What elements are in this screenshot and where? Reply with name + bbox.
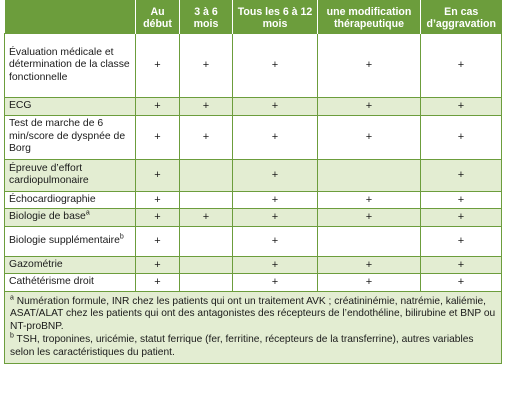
table-row	[5, 209, 502, 227]
mark-cell: +	[233, 159, 318, 191]
mark-cell: +	[180, 98, 233, 116]
row-label: Épreuve d’effort cardiopulmonaire	[5, 159, 136, 191]
row-label: Échocardiographie	[5, 191, 136, 209]
header-cell-6-12-mois: Tous les 6 à 12 mois	[233, 0, 318, 34]
mark-cell	[180, 226, 233, 256]
row-label: Cathétérisme droit	[5, 274, 136, 292]
table-row	[5, 98, 502, 116]
header-cell-au-debut: Au début	[136, 0, 180, 34]
mark-cell: +	[136, 191, 180, 209]
mark-cell: +	[318, 209, 421, 227]
mark-cell: +	[136, 115, 180, 159]
table-header	[5, 0, 502, 34]
mark-cell: +	[180, 115, 233, 159]
table-body	[5, 34, 502, 292]
mark-cell	[180, 159, 233, 191]
row-label: Évaluation médicale et détermination de la classe fonctionnelle	[5, 34, 136, 98]
mark-cell: +	[318, 191, 421, 209]
mark-cell: +	[233, 274, 318, 292]
header-cell-modification: une modification thérapeutique	[318, 0, 421, 34]
footnote-ref: a	[85, 209, 90, 217]
mark-cell: +	[233, 191, 318, 209]
row-label: Biologie supplémentaire$^b$	[5, 226, 136, 256]
footnote-b: $^b$ TSH, troponines, uricémie, statut ferrique (fer, ferritine, récepteurs de la transferrine), autres variables selon les caractéristiques du patient.	[10, 332, 474, 358]
footnotes-cell	[5, 291, 502, 364]
mark-cell	[180, 191, 233, 209]
mark-cell: +	[318, 256, 421, 274]
table-row	[5, 115, 502, 159]
header-cell-aggravation: En cas d’aggravation	[421, 0, 502, 34]
row-label: Test de marche de 6 min/score de dyspnée de Borg	[5, 115, 136, 159]
header-cell-3-6-mois: 3 à 6 mois	[180, 0, 233, 34]
mark-cell: +	[233, 256, 318, 274]
mark-cell	[318, 226, 421, 256]
mark-cell: +	[180, 209, 233, 227]
mark-cell: +	[421, 191, 502, 209]
header-cell-empty	[5, 0, 136, 34]
mark-cell: +	[318, 274, 421, 292]
mark-cell	[318, 159, 421, 191]
mark-cell: +	[421, 226, 502, 256]
follow-up-table	[4, 0, 502, 364]
mark-cell: +	[136, 159, 180, 191]
mark-cell: +	[318, 34, 421, 98]
mark-cell: +	[233, 209, 318, 227]
mark-cell: +	[421, 115, 502, 159]
footnote-a: $^a$ Numération formule, INR chez les patients qui ont un traitement AVK ; créatininémie, natrémie, kaliémie, ASAT/ALAT chez les patients qui ont des antagonistes des récepteurs de l’endothéline, bilirubine et BNP ou NT-proBNP.	[10, 294, 496, 333]
mark-cell: +	[136, 226, 180, 256]
table-row	[5, 159, 502, 191]
mark-cell: +	[233, 34, 318, 98]
mark-cell: +	[421, 256, 502, 274]
mark-cell: +	[421, 98, 502, 116]
mark-cell: +	[421, 159, 502, 191]
mark-cell	[180, 274, 233, 292]
mark-cell: +	[233, 98, 318, 116]
mark-cell: +	[136, 34, 180, 98]
mark-cell: +	[421, 209, 502, 227]
mark-cell: +	[136, 256, 180, 274]
row-label: Biologie de base$^a$	[5, 209, 136, 227]
table-footnotes	[5, 291, 502, 364]
mark-cell: +	[136, 209, 180, 227]
table-row	[5, 226, 502, 256]
table-row	[5, 274, 502, 292]
mark-cell: +	[421, 34, 502, 98]
table-row	[5, 191, 502, 209]
mark-cell: +	[136, 274, 180, 292]
footnote-ref: b	[119, 233, 124, 241]
mark-cell: +	[180, 34, 233, 98]
row-label: ECG	[5, 98, 136, 116]
mark-cell: +	[233, 226, 318, 256]
mark-cell: +	[136, 98, 180, 116]
row-label: Gazométrie	[5, 256, 136, 274]
mark-cell: +	[421, 274, 502, 292]
mark-cell: +	[318, 98, 421, 116]
table-row	[5, 34, 502, 98]
mark-cell: +	[318, 115, 421, 159]
mark-cell: +	[233, 115, 318, 159]
table-row	[5, 256, 502, 274]
mark-cell	[180, 256, 233, 274]
